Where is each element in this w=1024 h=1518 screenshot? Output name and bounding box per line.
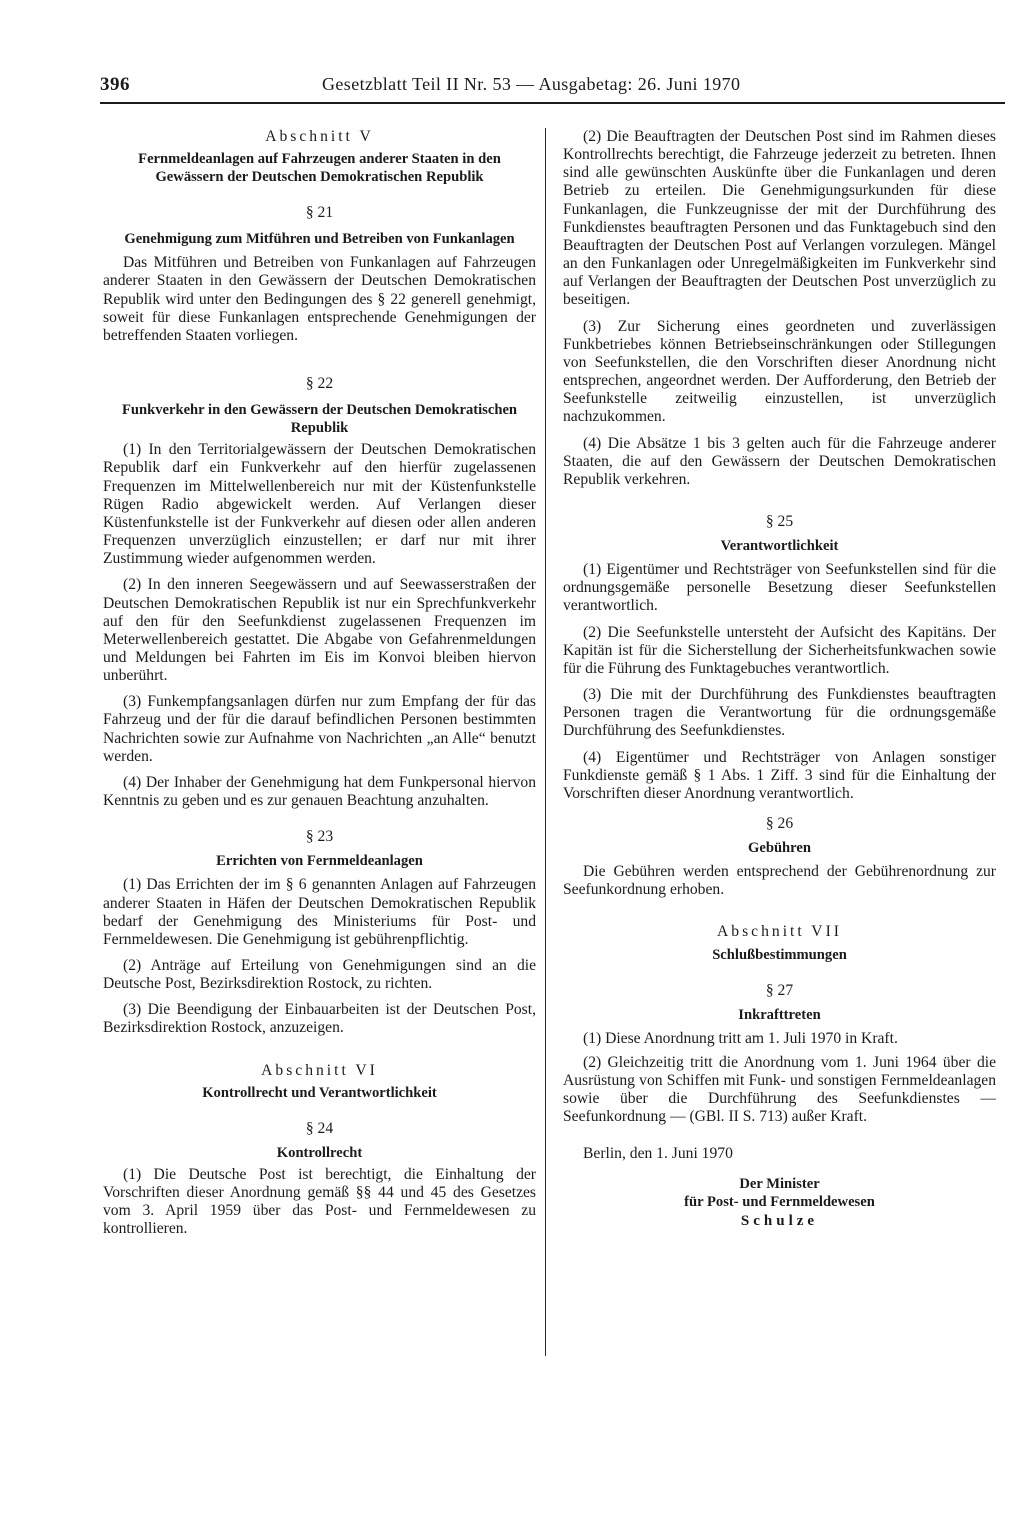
paragraph-title-27: Inkrafttreten bbox=[738, 1006, 821, 1023]
paragraph-title-25: Verantwortlichkeit bbox=[720, 538, 839, 555]
paragraph-title-26: Gebühren bbox=[748, 840, 811, 857]
paragraph-23-1: (1) Das Errichten der im § 6 genannten Anlagen auf Fahrzeugen anderer Staaten in Häfen der Deutschen Demokratischen Republik bedarf der Genehmigung des Ministeriums für Post- und Fernmeldewesen. Die Genehmigung ist gebührenpflichtig. bbox=[103, 876, 536, 948]
section-title-vii: Schlußbestimmungen bbox=[712, 946, 847, 963]
signatory-name: Schulze bbox=[740, 1212, 819, 1229]
paragraph-27-2: (2) Gleichzeitig tritt die Anordnung vom 1. Juni 1964 über die Ausrüstung von Schiffen mit Funk- und sonstigen Fernmeldeanlagen sowie über die Durchführung des Seefunkdienstes — Seefunkordnung — (GBl. II S. 713) außer Kraft. bbox=[563, 1053, 996, 1126]
paragraph-sign-22: § 22 bbox=[305, 375, 334, 393]
paragraph-sign-26: § 26 bbox=[765, 815, 794, 832]
paragraph-text-21: Das Mitführen und Betreiben von Funkanlagen auf Fahrzeugen anderer Staaten in den Gewässern der Deutschen Demokratischen Republik wird unter den Bedingungen des § 22 generell genehmigt, soweit für diese Funkanlagen entsprechende Genehmigungen der betreffenden Staaten vorliegen. bbox=[103, 254, 536, 344]
paragraph-sign-23: § 23 bbox=[305, 828, 334, 846]
signatory-ministry: für Post- und Fernmeldewesen bbox=[684, 1194, 875, 1211]
paragraph-24-3: (3) Zur Sicherung eines geordneten und zuverlässigen Funkbetriebes können Betriebseinschränkungen oder Stillegungen von Seefunkstellen, die den Vorschriften dieser Anordnung nicht entsprechen, angeordnet werden. Der Aufforderung, den Betrieb der Seefunkstelle zeitweilig einzustellen, ist unverzüglich nachzukommen. bbox=[563, 317, 996, 426]
paragraph-title-24: Kontrollrecht bbox=[276, 1144, 363, 1161]
paragraph-title-22: Funkverkehr in den Gewässern der Deutschen Demokratischen Republik bbox=[121, 402, 518, 437]
paragraph-22-4: (4) Der Inhaber der Genehmigung hat dem Funkpersonal hiervon Kenntnis zu geben und es zur genauen Beachtung anzuhalten. bbox=[103, 773, 536, 810]
paragraph-24-2: (2) Die Beauftragten der Deutschen Post sind im Rahmen dieses Kontrollrechts berechtigt, die Fahrzeuge jederzeit zu betreten. Ihnen sind alle gewünschten Auskünfte über die Funkanlagen und deren Betrieb zu erteilen. Die Genehmigungsurkunden für diese Funkanlagen, die Funkzeugnisse der mit der Durchführung des Funkdienstes beauftragten Personen und das Funktagebuch sind den Beauftragten der Deutschen Post auf Verlangen vorzulegen. Mängel an den Funkanlagen oder Unregelmäßigkeiten im Funkverkehr sind auf Verlangen der Beauftragten der Deutschen Post unverzüglich zu beseitigen. bbox=[563, 128, 996, 309]
section-label-vii: Abschnitt VII bbox=[717, 923, 842, 941]
section-title-v: Fernmeldeanlagen auf Fahrzeugen anderer Staaten in den Gewässern der Deutschen Demokratischen Republik bbox=[138, 151, 501, 186]
signatory-title: Der Minister bbox=[739, 1175, 820, 1192]
paragraph-25-3: (3) Die mit der Durchführung des Funkdienstes beauftragten Personen tragen die Verantwortung für die ordnungsgemäße Durchführung des Seefunkdienstes. bbox=[563, 686, 996, 740]
paragraph-27-1: (1) Diese Anordnung tritt am 1. Juli 1970 in Kraft. bbox=[583, 1029, 898, 1047]
paragraph-24-4: (4) Die Absätze 1 bis 3 gelten auch für die Fahrzeuge anderer Staaten, die auf den Gewässern der Deutschen Demokratischen Republik verkehren. bbox=[563, 434, 996, 488]
gazette-title: Gesetzblatt Teil II Nr. 53 — Ausgabetag: 26. Juni 1970 bbox=[322, 74, 741, 94]
right-column bbox=[563, 128, 996, 1230]
paragraph-25-4: (4) Eigentümer und Rechtsträger von Anlagen sonstiger Funkdienste gemäß § 1 Abs. 1 Ziff. 3 sind für die Einhaltung der Vorschriften dieser Anordnung verantwortlich. bbox=[563, 748, 996, 802]
paragraph-title-21: Genehmigung zum Mitführen und Betreiben von Funkanlagen bbox=[124, 231, 515, 248]
paragraph-22-1: (1) In den Territorialgewässern der Deutschen Demokratischen Republik darf ein Funkverkehr auf den hierfür zugelassenen Frequenzen im Mittelwellenbereich nur mit der Küstenfunkstelle Rügen Radio abgewickelt werden. Auf Verlangen dieser Küstenfunkstelle ist der Funkverkehr auf diesen oder allen anderen Frequenzen unverzüglich einzustellen; er darf nur mit ihrer Zustimmung wieder aufgenommen werden. bbox=[103, 441, 536, 568]
paragraph-23-3: (3) Die Beendigung der Einbauarbeiten ist der Deutschen Post, Bezirksdirektion Rostock, anzuzeigen. bbox=[103, 1001, 536, 1037]
paragraph-23-2: (2) Anträge auf Erteilung von Genehmigungen sind an die Deutsche Post, Bezirksdirektion Rostock, zu richten. bbox=[103, 957, 536, 993]
paragraph-sign-27: § 27 bbox=[765, 981, 794, 999]
column-divider bbox=[545, 128, 546, 1356]
section-label-vi: Abschnitt VI bbox=[261, 1061, 378, 1079]
page-number: 396 bbox=[100, 74, 130, 95]
place-date: Berlin, den 1. Juni 1970 bbox=[583, 1144, 733, 1162]
paragraph-25-1: (1) Eigentümer und Rechtsträger von Seefunkstellen sind für die ordnungsgemäße personelle Besetzung dieser Seefunkstellen verantwortlich. bbox=[563, 561, 996, 615]
page-header bbox=[100, 74, 1005, 106]
paragraph-25-2: (2) Die Seefunkstelle untersteht der Aufsicht des Kapitäns. Der Kapitän ist für die Sicherstellung der Sicherheitsfunkwachen sowie für die Führung des Funktagebuches verantwortlich. bbox=[563, 623, 996, 677]
paragraph-title-23: Errichten von Fernmeldeanlagen bbox=[216, 853, 423, 870]
paragraph-22-2: (2) In den inneren Seegewässern und auf Seewasserstraßen der Deutschen Demokratischen Republik ist nur ein Sprechfunkverkehr auf den für den Seefunkdienst zugelassenen Frequenzen im Meterwellenbereich gestattet. Die Abgabe von Gefahrenmeldungen und Meldungen bei Fahrten im Eis im Konvoi bleiben hiervon unberührt. bbox=[103, 576, 536, 685]
header-rule bbox=[100, 102, 1005, 104]
paragraph-24-1: (1) Die Deutsche Post ist berechtigt, die Einhaltung der Vorschriften dieser Anordnung gemäß §§ 44 und 45 des Gesetzes vom 3. April 1959 über das Post- und Fernmeldewesen zu kontrollieren. bbox=[103, 1165, 536, 1238]
section-title-vi: Kontrollrecht und Verantwortlichkeit bbox=[202, 1084, 437, 1101]
section-label-v: Abschnitt V bbox=[265, 128, 374, 145]
paragraph-text-26: Die Gebühren werden entsprechend der Gebührenordnung zur Seefunkordnung erhoben. bbox=[563, 863, 996, 899]
paragraph-sign-25: § 25 bbox=[765, 512, 794, 530]
paragraph-sign-21: § 21 bbox=[305, 204, 334, 222]
left-column bbox=[103, 128, 536, 1239]
paragraph-sign-24: § 24 bbox=[305, 1119, 334, 1137]
paragraph-22-3: (3) Funkempfangsanlagen dürfen nur zum Empfang der für das Fahrzeug und der für die darauf befindlichen Personen bestimmten Nachrichten sowie zur Aufnahme von Nachrichten „an Alle“ benutzt werden. bbox=[103, 693, 536, 765]
